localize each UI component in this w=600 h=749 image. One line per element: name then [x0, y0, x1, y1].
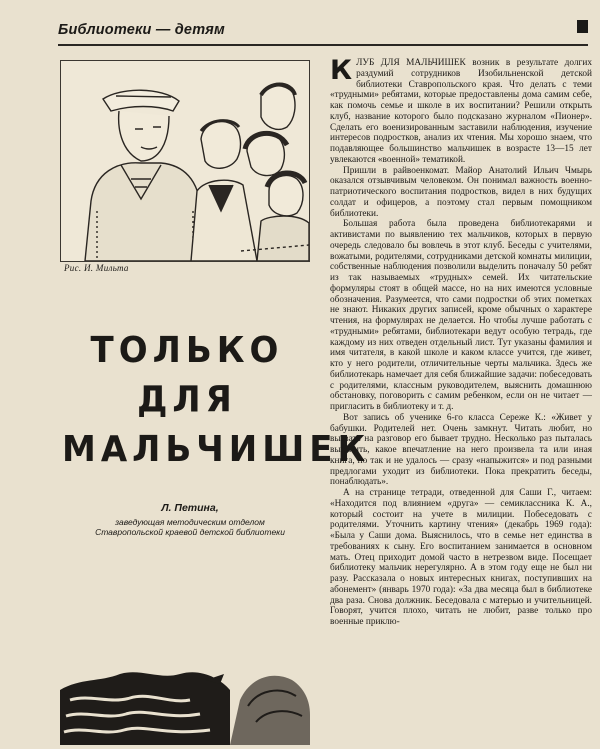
author-block — [60, 502, 320, 537]
header-square-mark — [577, 20, 588, 33]
article-text-column — [330, 58, 592, 748]
author-position-2: Ставропольской краевой детской библиотеки — [95, 527, 285, 537]
article-title — [62, 326, 371, 474]
paragraph-1-text: ЛУБ ДЛЯ МАЛЬЧИШЕК возник в результате долгих раздумий сотрудников Изобильненской детской библиотеки Ставропольского края. Что делать с теми «трудными» ребятами, которые предоставлены дома самим себе, как помочь семье и школе в их воспитании? Решили открыть клуб, название которого было подсказано журналом «Пионер». Сделать его военизированным заставили наблюдения, изучение интересов подростков, анализ их чтения. Мы хорошо знаем, что подавляющее большинство мальчишек в возрасте 13—15 лет увлекаются «военной» тематикой. — [330, 58, 592, 165]
author-position-1: заведующая методическим отделом — [115, 517, 265, 527]
section-title: Библиотеки — детям — [58, 22, 225, 38]
title-line-1: ТОЛЬКО — [90, 329, 284, 372]
woodcut-ornament-icon — [60, 660, 310, 745]
page-header — [58, 18, 588, 48]
boys-drawing-icon — [61, 61, 309, 261]
dropcap-letter: К — [330, 58, 353, 86]
paragraph-2: Пришли в райвоенкомат. Майор Анатолий Ильич Чмырь оказался отзывчивым человеком. Он понимал важность военно-патриотического воспитания подростков, видел в них будущих солдат и офицеров, а поэтому стал первым помощником библиотеки. — [330, 165, 592, 219]
paragraph-4: Вот запись об ученике 6-го класса Сереже К.: «Живет у бабушки. Родителей нет. Очень замкнут. Читать любит, но вызвать на разговор его бывает трудно. Несколько раз пыталась выяснить, какое впечатление на него произвела та или иная книга, но так и не удалось — сразу «напыжится» и под разными предлогами уходит из библиотеки. Пока прекратить беседы, понаблюдать». — [330, 412, 592, 488]
illustration-caption: Рис. И. Мильта — [64, 263, 129, 273]
paragraph-5: А на странице тетради, отведенной для Саши Г., читаем: «Находится под влиянием «друга» — семиклассника К. А., который состоит на учете в милиции. Побеседовать с родителями. Уточнить картину чтения» (декабрь 1969 года): «Была у Саши дома. Выяснилось, что в семье нет единства в требованиях к сыну. Его воспитанием занимается в основном мать. Отец приходит домой часто в нетрезвом виде. Посещает библиотеку мальчик нерегулярно. А в этом году еще не был ни разу. Рассказала о новых интересных книгах, поступивших на абонемент» (январь 1970 года): «За два месяца был в библиотеке два раза. Снова должник. Беседовала с матерью и учительницей. Говорят, учится плохо, читать не любит, разве только про военные приклю- — [330, 488, 592, 627]
bottom-ornament — [60, 660, 310, 745]
title-line-3: МАЛЬЧИШЕК — [62, 428, 371, 471]
author-name: Л. Петина, — [161, 502, 219, 514]
title-line-2: ДЛЯ — [137, 378, 237, 421]
paragraph-3: Большая работа была проведена библиотекарями и активистами по выявлению тех мальчиков, которых в первую очередь следовало бы вовлечь в этот клуб. Беседы с учителями, вожатыми, родителями, сотрудниками детской комнаты милиции, собственные наблюдения позволили выделить поначалу 50 ребят из так называемых «трудных» семей. Их читательские формуляры стоят в общей массе, но на них имеются условные обозначения. Разумеется, что сами подростки об этих пометках не знают. Никаких других записей, кроме обычных о характере чтения, на формулярах не делается. Но чтобы лучше работать с «трудными» ребятами, библиотекари ведут особую тетрадь, где каждому из них отведен отдельный лист. Тут указаны фамилия и имя читателя, в какой школе и каком классе учится, где живет, кто у него родители, отличительные черты мальчика. Здесь же библиотекарь намечает для себя ближайшие задачи: побеседовать с родителями, классным руководителем, выяснить домашнюю обстановку, поговорить с самим ребенком, если он не читает — пригласить в библиотеку и т. д. — [330, 219, 592, 412]
paragraph-1 — [330, 58, 592, 166]
illustration-boys — [60, 60, 310, 262]
header-rule — [58, 44, 588, 46]
